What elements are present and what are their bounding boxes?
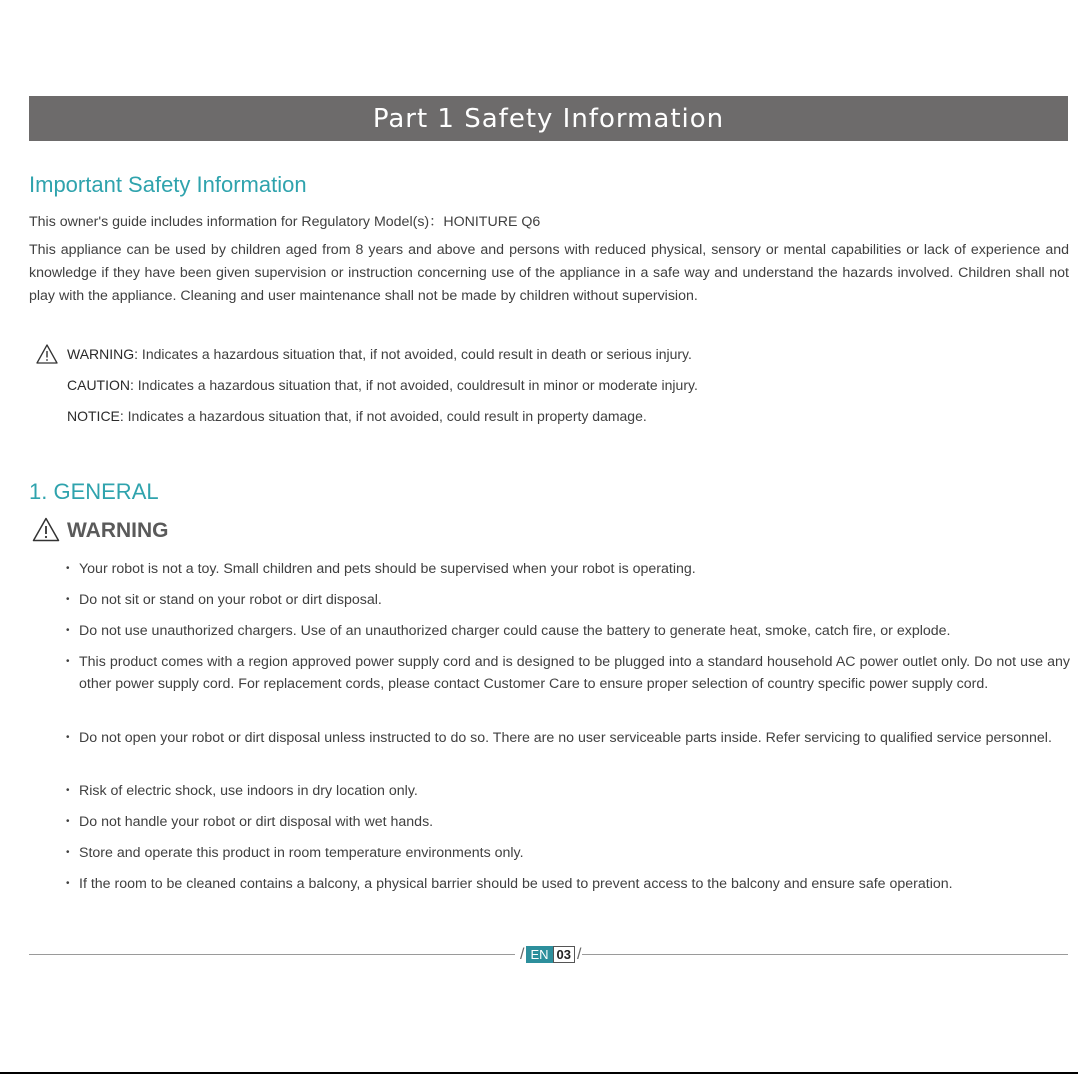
- signal-notice-definition: [67, 408, 647, 424]
- bullet-text: Your robot is not a toy. Small children and pets should be supervised when your robot is operating.: [79, 561, 696, 577]
- page-bottom-edge: [0, 1072, 1078, 1074]
- children-paragraph: This appliance can be used by children aged from 8 years and above and persons with reduced physical, sensory or mental capabilities or lack of experience and knowledge if they have been given supervision or instruction concerning use of the appliance in a safe way and understand the hazards involved. Children shall not play with the appliance. Cleaning and user maintenance shall not be made by children without supervision.: [29, 242, 1069, 304]
- important-safety-heading: Important Safety Information: [29, 172, 307, 197]
- signal-text: Indicates a hazardous situation that, if not avoided, could result in property damage.: [123, 408, 647, 424]
- footer-rule-right: [582, 954, 1068, 955]
- list-item: [66, 558, 1070, 580]
- model-line: This owner's guide includes information for Regulatory Model(s)：HONITURE Q6: [29, 214, 541, 230]
- page-number: 03: [553, 946, 575, 963]
- list-item: [66, 811, 1070, 833]
- list-item: [66, 780, 1070, 802]
- part-title: Part 1 Safety Information: [372, 103, 725, 134]
- bullet-text: Do not handle your robot or dirt disposal with wet hands.: [79, 814, 434, 830]
- signal-keyword: WARNING:: [67, 346, 139, 362]
- bullet-dot: •: [66, 785, 70, 796]
- list-item: [66, 620, 1070, 642]
- part-title-banner: [29, 96, 1068, 141]
- list-item: [66, 651, 1070, 695]
- bullet-dot: •: [66, 732, 70, 743]
- signal-text: Indicates a hazardous situation that, if not avoided, could result in death or serious injury.: [138, 346, 692, 362]
- bullet-dot: •: [66, 878, 70, 889]
- slash-divider: /: [520, 945, 525, 963]
- bullet-text: Do not use unauthorized chargers. Use of an unauthorized charger could cause the battery to generate heat, smoke, catch fire, or explode.: [79, 623, 951, 639]
- signal-keyword: NOTICE:: [67, 408, 124, 424]
- bullet-dot: •: [66, 625, 70, 636]
- bullet-dot: •: [66, 563, 70, 574]
- list-item: [66, 589, 1070, 611]
- signal-text: Indicates a hazardous situation that, if not avoided, couldresult in minor or moderate injury.: [133, 377, 698, 393]
- general-warning-label: WARNING: [67, 519, 169, 542]
- slash-divider: /: [576, 945, 582, 963]
- list-item: [66, 842, 1070, 864]
- bullet-dot: •: [66, 816, 70, 827]
- footer-rule-left: [29, 954, 515, 955]
- list-item: [66, 873, 1070, 895]
- bullet-text: If the room to be cleaned contains a balcony, a physical barrier should be used to prevent access to the balcony and ensure safe operation.: [79, 876, 953, 892]
- bullet-dot: •: [66, 847, 70, 858]
- list-item: [66, 727, 1070, 749]
- bullet-text: Store and operate this product in room temperature environments only.: [79, 845, 524, 861]
- signal-keyword: CAUTION:: [67, 377, 134, 393]
- bullet-dot: •: [66, 594, 70, 605]
- bullet-text: This product comes with a region approved power supply cord and is designed to be plugged into a standard household AC power outlet only. Do not use any other power supply cord. For replacement cords, please contact Customer Care to ensure proper selection of country specific power supply cord.: [79, 654, 1070, 692]
- bullet-text: Risk of electric shock, use indoors in dry location only.: [79, 783, 418, 799]
- warning-triangle-icon: [32, 517, 60, 542]
- bullet-text: Do not open your robot or dirt disposal unless instructed to do so. There are no user serviceable parts inside. Refer servicing to qualified service personnel.: [79, 730, 1052, 746]
- signal-caution-definition: [67, 377, 698, 393]
- language-badge: EN: [526, 946, 552, 963]
- page-number-badge: [518, 945, 583, 964]
- bullet-text: Do not sit or stand on your robot or dirt disposal.: [79, 592, 382, 608]
- general-heading: 1. GENERAL: [29, 479, 159, 504]
- warning-triangle-icon: [36, 344, 58, 364]
- bullet-dot: •: [66, 656, 70, 667]
- signal-warning-definition: [67, 346, 692, 362]
